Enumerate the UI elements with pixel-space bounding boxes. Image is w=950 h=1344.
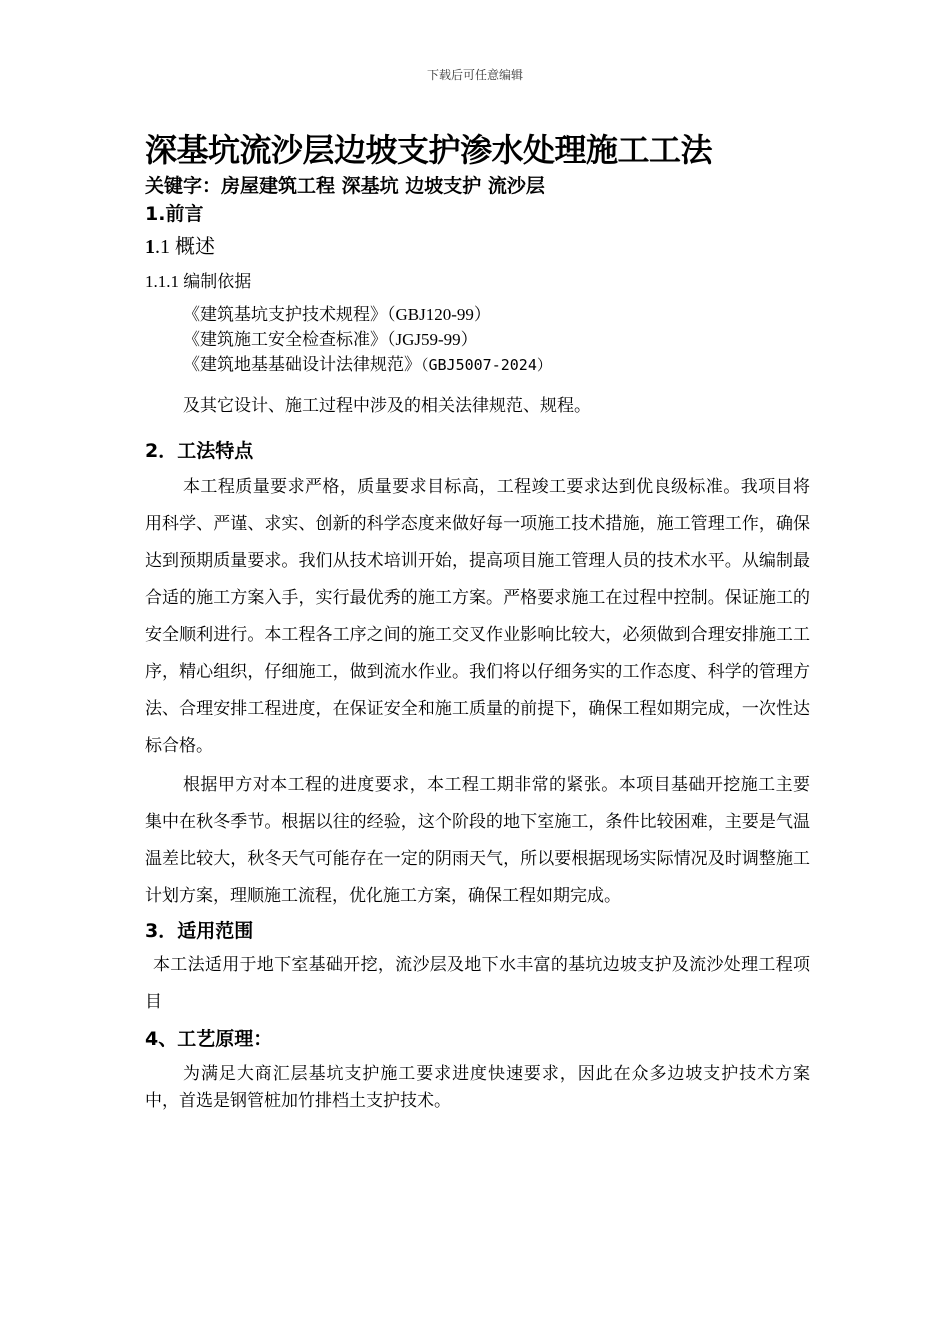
reference-item: 《建筑施工安全检查标准》（JGJ59-99） <box>183 330 478 349</box>
section-2-paragraph-1: 本工程质量要求严格，质量要求目标高，工程竣工要求达到优良级标准。我项目将用科学、严谨、求实、创新的科学态度来做好每一项施工技术措施，施工管理工作，确保达到预期质量要求。我们从技术培训开始，提高项目施工管理人员的技术水平。从编制最合适的施工方案入手，实行最优秀的施工方案。严格要求施工在过程中控制。保证施工的安全顺利进行。本工程各工序之间的施工交叉作业影响比较大，必须做到合理安排施工工序，精心组织，仔细施工，做到流水作业。我们将以仔细务实的工作态度、科学的管理方法、合理安排工程进度，在保证安全和施工质量的前提下，确保工程如期完成，一次性达标合格。 <box>145 477 810 755</box>
section-2-heading: 2．工法特点 <box>145 440 254 462</box>
document-content <box>145 128 810 1114</box>
reference-item: 《建筑基坑支护技术规程》（GBJ120-99） <box>183 305 491 324</box>
reference-item <box>183 352 810 378</box>
reference-note: 及其它设计、施工过程中涉及的相关法律规范、规程。 <box>183 396 591 415</box>
section-4-paragraph: 为满足大商汇层基坑支护施工要求进度快速要求，因此在众多边坡支护技术方案中，首选是钢管桩加竹排档土支护技术。 <box>145 1064 810 1110</box>
keywords-line: 关键字：房屋建筑工程 深基坑 边坡支护 流沙层 <box>145 175 545 197</box>
section-4-heading: 4、工艺原理： <box>145 1028 273 1050</box>
section-1-heading: 1.前言 <box>145 203 204 225</box>
header-note: 下载后可任意编辑 <box>426 68 523 82</box>
reference-code: （GBJ5007-2024） <box>421 356 552 374</box>
subsection-1-1-title: .1 概述 <box>155 236 215 258</box>
subsection-1-1-1-heading: 1.1.1 编制依据 <box>145 272 252 291</box>
reference-list <box>183 302 810 378</box>
document-title: 深基坑流沙层边坡支护渗水处理施工工法 <box>145 131 713 169</box>
subsection-1-1-heading <box>145 232 810 262</box>
subsection-1-1-number: 1 <box>145 236 155 258</box>
section-3-heading: 3．适用范围 <box>145 920 254 942</box>
reference-title: 《建筑地基基础设计法律规范》 <box>183 355 421 374</box>
section-2-paragraph-2: 根据甲方对本工程的进度要求，本工程工期非常的紧张。本项目基础开挖施工主要集中在秋冬季节。根据以往的经验，这个阶段的地下室施工，条件比较困难，主要是气温温差比较大，秋冬天气可能存在一定的阴雨天气，所以要根据现场实际情况及时调整施工计划方案，理顺施工流程，优化施工方案，确保工程如期完成。 <box>145 775 810 905</box>
section-3-paragraph: 本工法适用于地下室基础开挖，流沙层及地下水丰富的基坑边坡支护及流沙处理工程项目 <box>145 955 810 1011</box>
